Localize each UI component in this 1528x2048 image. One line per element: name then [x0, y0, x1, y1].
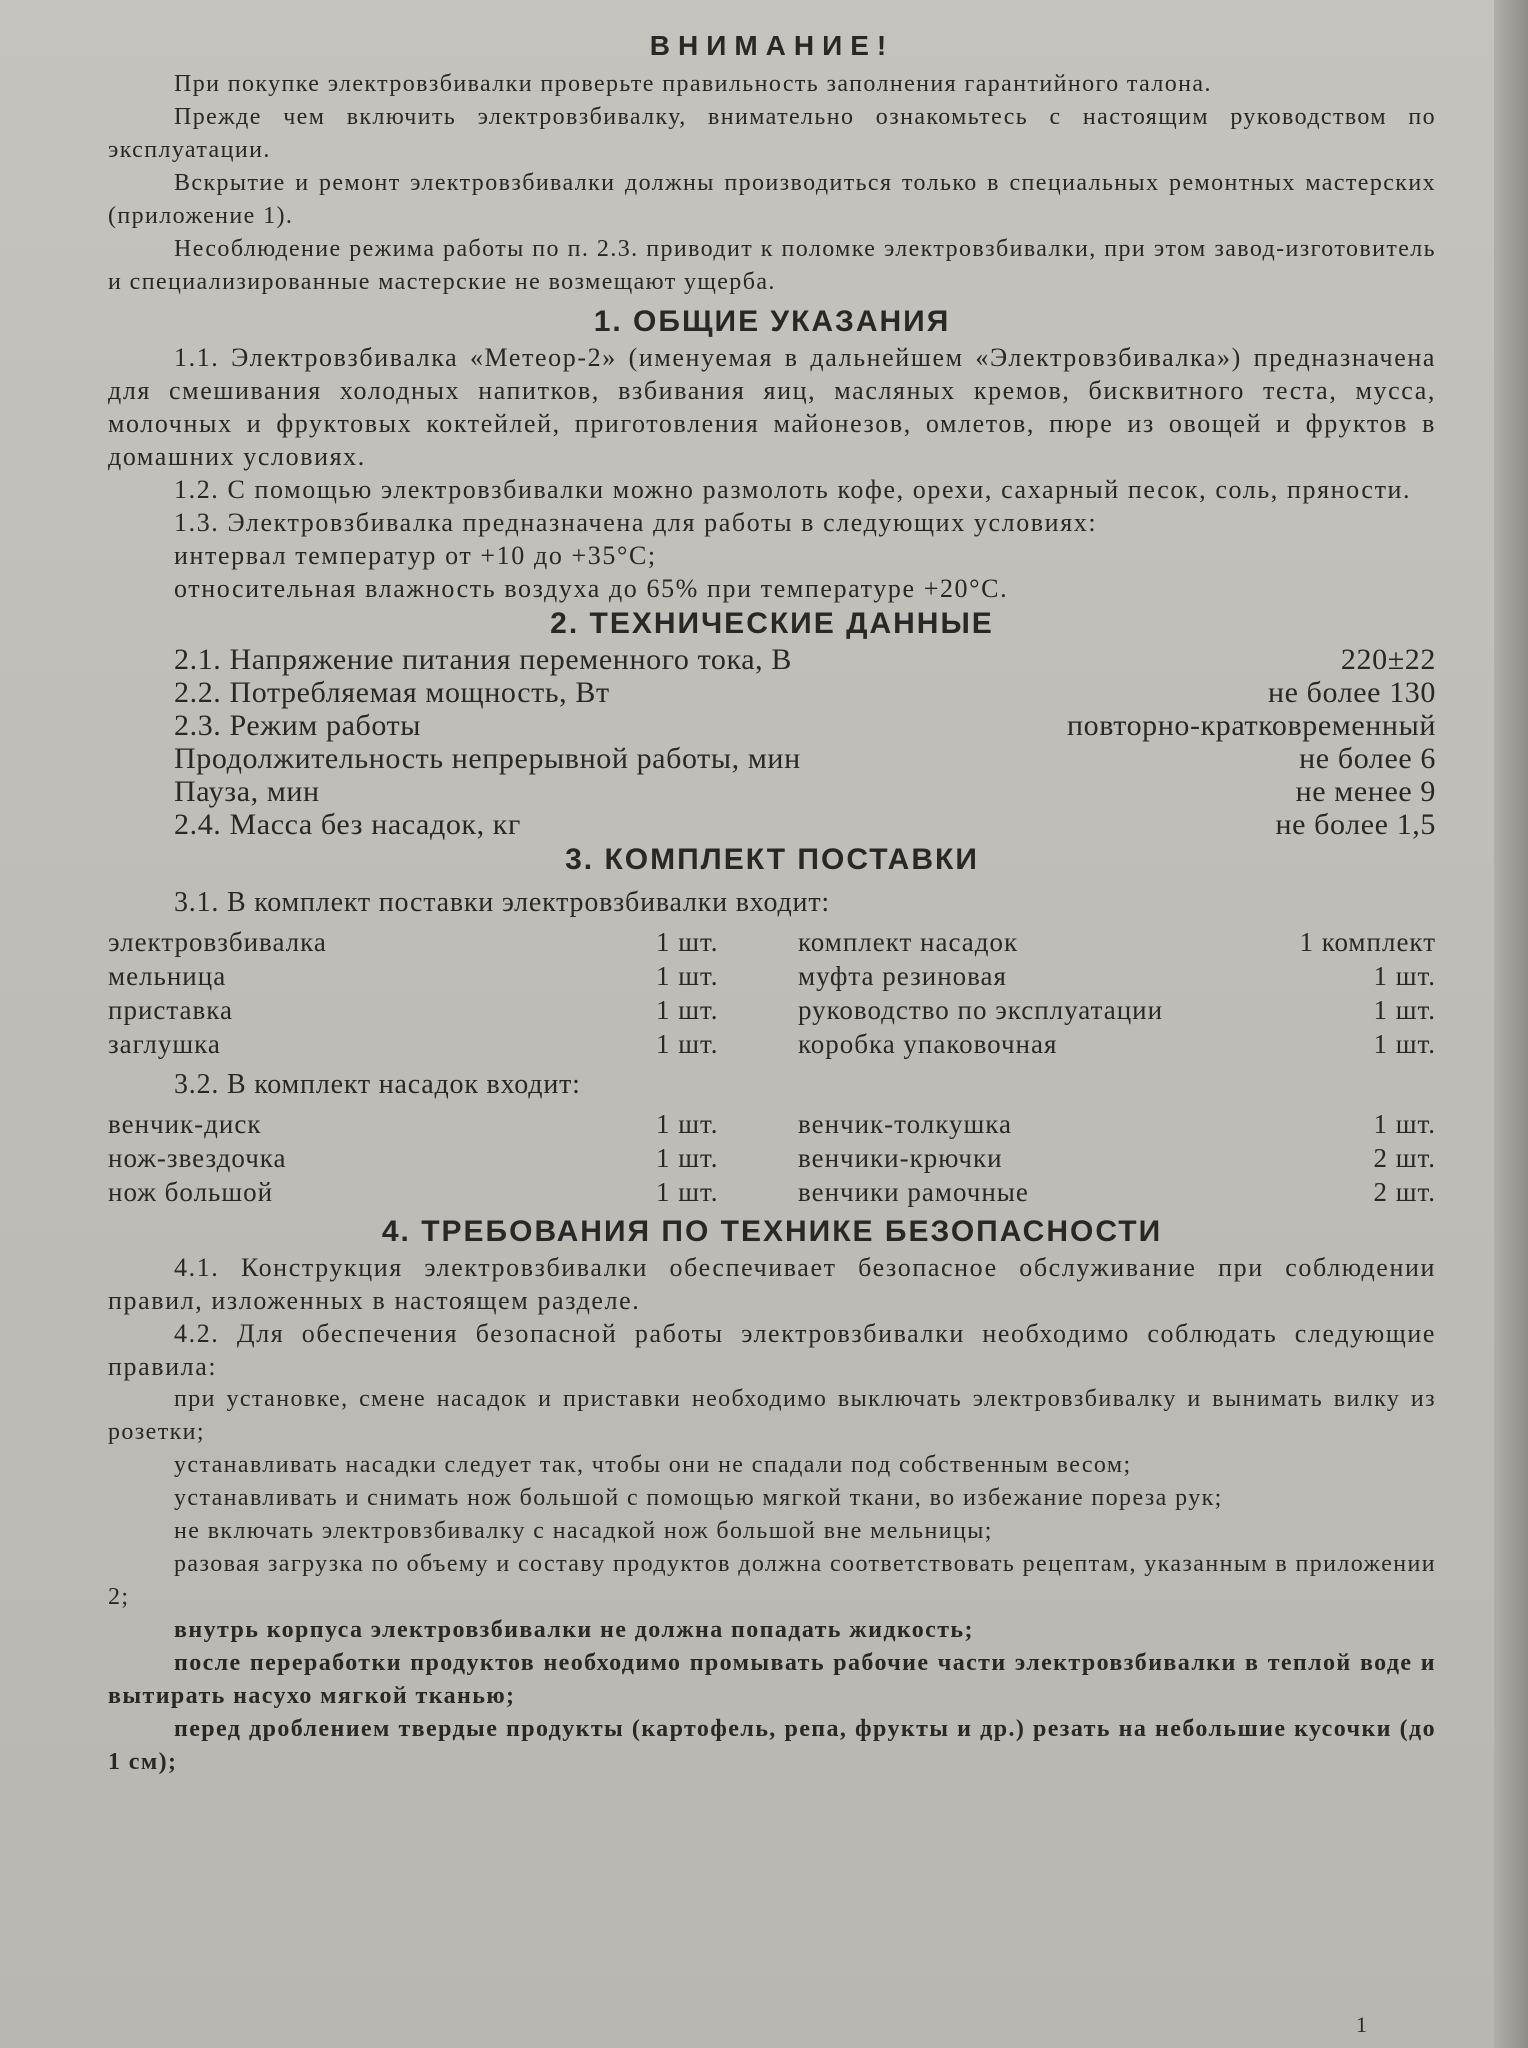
spec-label: 2.3. Режим работы [174, 709, 422, 742]
kit-item: электровзбивалка [108, 927, 327, 957]
spec-value: не менее 9 [1295, 775, 1436, 808]
section-1-paragraph: 1.3. Электровзбивалка предназначена для работы в следующих условиях: [174, 508, 1098, 537]
kit-qty: 1 шт. [1373, 1029, 1436, 1059]
spec-label: 2.4. Масса без насадок, кг [174, 808, 521, 841]
page-number: 1 [1356, 2012, 1367, 2037]
kit-item: коробка упаковочная [798, 1029, 1058, 1059]
kit-item: комплект насадок [798, 927, 1019, 957]
kit-item: нож-звездочка [108, 1143, 287, 1173]
kit-item: приставка [108, 995, 233, 1025]
safety-rule: разовая загрузка по объему и составу продуктов должна соответствовать рецептам, указанным в приложении 2; [108, 1551, 1436, 1610]
kit-qty: 1 комплект [1299, 927, 1436, 957]
attachments-list [108, 1107, 1436, 1209]
kit-item: нож большой [108, 1177, 274, 1207]
kit-qty: 1 шт. [656, 1177, 719, 1207]
safety-rule: устанавливать насадки следует так, чтобы они не спадали под собственным весом; [174, 1452, 1132, 1478]
spec-value: не более 1,5 [1275, 808, 1436, 841]
kit-item: венчик-толкушка [798, 1109, 1012, 1139]
spec-row [108, 676, 1436, 709]
warning-paragraph: Прежде чем включить электровзбивалку, внимательно ознакомьтесь с настоящим руководством по эксплуатации. [108, 104, 1436, 163]
spec-label: Продолжительность непрерывной работы, мин [174, 742, 801, 775]
spec-label: 2.1. Напряжение питания переменного тока, В [174, 643, 792, 676]
spec-value: 220±22 [1340, 643, 1436, 676]
warning-title: ВНИМАНИЕ! [649, 30, 895, 61]
section-4-paragraph: 4.2. Для обеспечения безопасной работы электровзбивалки необходимо соблюдать следующие правила: [108, 1319, 1436, 1381]
kit-intro: 3.2. В комплект насадок входит: [174, 1069, 581, 1100]
kit-item: венчик-диск [108, 1109, 262, 1139]
section-1-paragraph: 1.1. Электровзбивалка «Метеор-2» (именуемая в дальнейшем «Электровзбивалка») предназначена для смешивания холодных напитков, взбивания яиц, масляных кремов, бисквитного теста, мусса, молочных и фруктовых коктейлей, приготовления майонезов, омлетов, пюре из овощей и фруктов в домашних условиях. [108, 343, 1436, 471]
section-1-paragraph: 1.2. С помощью электровзбивалки можно размолоть кофе, орехи, сахарный песок, соль, пряности. [174, 475, 1412, 504]
kit-intro: 3.1. В комплект поставки электровзбивалки входит: [174, 887, 830, 918]
spec-row [108, 742, 1436, 775]
spec-value: не более 6 [1299, 742, 1436, 775]
spec-label: Пауза, мин [174, 775, 320, 808]
section-1-condition: интервал температур от +10 до +35°С; [174, 541, 657, 570]
safety-rule: внутрь корпуса электровзбивалки не должна попадать жидкость; [174, 1617, 974, 1643]
safety-rule: при установке, смене насадок и приставки необходимо выключать электровзбивалку и вынимать вилку из розетки; [108, 1386, 1436, 1445]
kit-qty: 1 шт. [656, 961, 719, 991]
section-1-condition: относительная влажность воздуха до 65% при температуре +20°С. [174, 574, 1009, 603]
safety-rule: после переработки продуктов необходимо промывать рабочие части электровзбивалки в теплой воде и вытирать насухо мягкой тканью; [108, 1650, 1436, 1709]
spec-row [108, 775, 1436, 808]
kit-item: заглушка [108, 1029, 221, 1059]
delivery-kit-list [108, 925, 1436, 1061]
kit-qty: 2 шт. [1373, 1177, 1436, 1207]
warning-paragraph: Несоблюдение режима работы по п. 2.3. приводит к поломке электровзбивалки, при этом завод-изготовитель и специализированные мастерские не возмещают ущерба. [108, 236, 1436, 295]
section-2-title: 2. ТЕХНИЧЕСКИЕ ДАННЫЕ [550, 607, 994, 640]
kit-item: венчики рамочные [798, 1177, 1029, 1207]
kit-qty: 1 шт. [656, 995, 719, 1025]
kit-qty: 1 шт. [656, 927, 719, 957]
page-edge [1494, 0, 1528, 2048]
kit-qty: 1 шт. [656, 1029, 719, 1059]
kit-item: руководство по эксплуатации [798, 995, 1164, 1025]
section-4-paragraph: 4.1. Конструкция электровзбивалки обеспечивает безопасное обслуживание при соблюдении правил, изложенных в настоящем разделе. [108, 1253, 1436, 1315]
section-1-title: 1. ОБЩИЕ УКАЗАНИЯ [593, 305, 951, 338]
spec-row [108, 808, 1436, 841]
spec-row [108, 643, 1436, 676]
section-3-title: 3. КОМПЛЕКТ ПОСТАВКИ [565, 843, 979, 876]
section-4-title: 4. ТРЕБОВАНИЯ ПО ТЕХНИКЕ БЕЗОПАСНОСТИ [381, 1215, 1163, 1248]
tech-specs-table [108, 643, 1436, 841]
kit-qty: 1 шт. [656, 1109, 719, 1139]
kit-item: венчики-крючки [798, 1143, 1003, 1173]
spec-label: 2.2. Потребляемая мощность, Вт [174, 676, 610, 709]
kit-qty: 1 шт. [1373, 995, 1436, 1025]
safety-rule: устанавливать и снимать нож большой с помощью мягкой ткани, во избежание пореза рук; [174, 1485, 1223, 1511]
warning-paragraph: При покупке электровзбивалки проверьте правильность заполнения гарантийного талона. [174, 71, 1212, 97]
spec-value: повторно-кратковременный [1066, 709, 1436, 742]
kit-item: мельница [108, 961, 227, 991]
kit-qty: 1 шт. [656, 1143, 719, 1173]
spec-value: не более 130 [1267, 676, 1436, 709]
warning-paragraph: Вскрытие и ремонт электровзбивалки должны производиться только в специальных ремонтных мастерских (приложение 1). [108, 170, 1436, 229]
kit-qty: 2 шт. [1373, 1143, 1436, 1173]
kit-qty: 1 шт. [1373, 961, 1436, 991]
spec-row [108, 709, 1436, 742]
safety-rule: не включать электровзбивалку с насадкой нож большой вне мельницы; [174, 1518, 993, 1544]
safety-rule: перед дроблением твердые продукты (картофель, репа, фрукты и др.) резать на небольшие кусочки (до 1 см); [108, 1716, 1436, 1775]
kit-qty: 1 шт. [1373, 1109, 1436, 1139]
kit-item: муфта резиновая [798, 961, 1007, 991]
